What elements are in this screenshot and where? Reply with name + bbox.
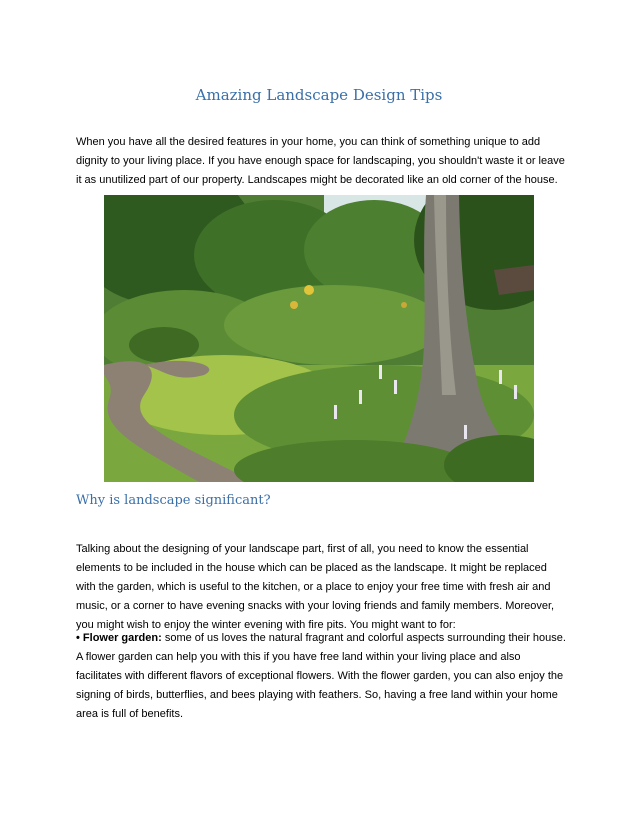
bullet-lead: Flower garden: xyxy=(82,632,162,644)
garden-illustration xyxy=(104,195,534,482)
bullet-paragraph xyxy=(76,629,568,724)
bullet-text: some of us loves the natural fragrant and colorful aspects surrounding their house. A flower garden can help you with this if you have free land within your living place and also facilitates with different flavors of exceptional flowers. With the flower garden, you can also enjoy the signing of birds, butterflies, and bees playing with feathers. So, having a free land within your home area is full of benefits. xyxy=(76,632,566,720)
section-heading: Why is landscape significant? xyxy=(76,493,271,508)
intro-paragraph: When you have all the desired features in your home, you can think of something unique to add dignity to your living place. If you have enough space for landscaping, you shouldn't waste it or leave it as unutilized part of our property. Landscapes might be decorated like an old corner of the house. xyxy=(76,136,565,186)
bullet-marker: • xyxy=(76,632,80,644)
garden-photo xyxy=(104,195,534,482)
section-paragraph: Talking about the designing of your landscape part, first of all, you need to know the essential elements to be included in the house which can be placed as the landscape. It might be replaced with the garden, which is useful to the kitchen, or a place to enjoy your free time with fresh air and music, or a corner to have evening snacks with your loving friends and family members. Moreover, you might wish to enjoy the winter evening with fire pits. You might want to for: xyxy=(76,543,555,631)
document-title: Amazing Landscape Design Tips xyxy=(195,86,443,104)
